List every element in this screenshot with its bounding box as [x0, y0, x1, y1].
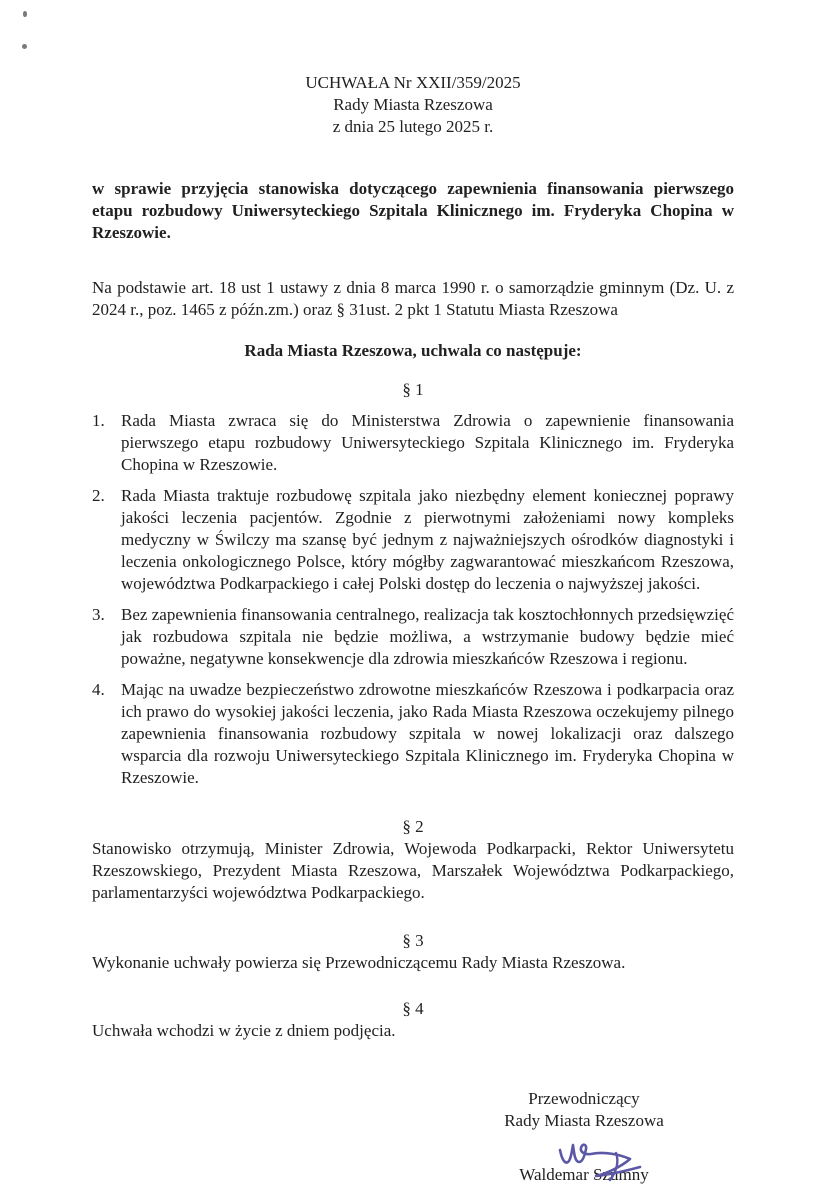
scan-speck	[22, 44, 27, 49]
resolution-intro: Rada Miasta Rzeszowa, uchwala co następuje:	[244, 341, 582, 360]
title-line-date: z dnia 25 lutego 2025 r.	[332, 117, 494, 136]
list-item	[92, 485, 734, 595]
list-item-number: 3.	[92, 605, 105, 624]
list-item	[92, 410, 734, 476]
signer-name: Waldemar Szumny	[519, 1165, 649, 1184]
signer-role: Przewodniczący	[528, 1089, 640, 1108]
list-item-text: Rada Miasta zwraca się do Ministerstwa Zdrowia o zapewnienie finansowania pierwszego etapu rozbudowy Uniwersyteckiego Szpitala Klinicznego im. Fryderyka Chopina w Rzeszowie.	[121, 411, 734, 474]
subject-paragraph: w sprawie przyjęcia stanowiska dotyczącego zapewnienia finansowania pierwszego etapu rozbudowy Uniwersyteckiego Szpitala Klinicznego im. Fryderyka Chopina w Rzeszowie.	[92, 179, 734, 242]
section-4-heading: § 4	[402, 999, 424, 1018]
list-item-text: Mając na uwadze bezpieczeństwo zdrowotne mieszkańców Rzeszowa i podkarpacia oraz ich prawo do wysokiej jakości leczenia, jako Rada Miasta Rzeszowa oczekujemy pilnego zapewnienia finansowania rozbudowy szpitala w nowej lokalizacji oraz dalszego wsparcia dla rozwoju Uniwersyteckiego Szpitala Klinicznego im. Fryderyka Chopina w Rzeszowie.	[121, 680, 734, 787]
signature-block	[434, 1088, 734, 1186]
document-title	[92, 72, 734, 138]
title-line-number: UCHWAŁA Nr XXII/359/2025	[305, 73, 521, 92]
section-3-text: Wykonanie uchwały powierza się Przewodniczącemu Rady Miasta Rzeszowa.	[92, 953, 626, 972]
section-2-text: Stanowisko otrzymują, Minister Zdrowia, Wojewoda Podkarpacki, Rektor Uniwersytetu Rzeszowskiego, Prezydent Miasta Rzeszowa, Marszałek Województwa Podkarpackiego, parlamentarzyści województwa Podkarpackiego.	[92, 839, 734, 902]
title-line-issuer: Rady Miasta Rzeszowa	[333, 95, 493, 114]
handwritten-signature	[550, 1133, 662, 1181]
scan-speck	[23, 11, 27, 17]
list-item-number: 1.	[92, 411, 105, 430]
list-item-number: 2.	[92, 486, 105, 505]
section-2-heading: § 2	[402, 817, 424, 836]
list-item-text: Rada Miasta traktuje rozbudowę szpitala jako niezbędny element koniecznej poprawy jakości leczenia pacjentów. Zgodnie z pierwotnymi założeniami nowy kompleks medyczny w Świlczy ma szansę być jednym z najważniejszych ośrodków diagnostyki i leczenia onkologicznego Polsce, który mógłby zagwarantować mieszkańcom Rzeszowa, województwa Podkarpackiego i całej Polski dostęp do leczenia o najwyższej jakości.	[121, 486, 734, 593]
section-4-text: Uchwała wchodzi w życie z dniem podjęcia.	[92, 1021, 396, 1040]
section-3-heading: § 3	[402, 931, 424, 950]
list-item-text: Bez zapewnienia finansowania centralnego, realizacja tak kosztochłonnych przedsięwzięć jak rozbudowa szpitala nie będzie możliwa, a wstrzymanie budowy będzie mieć poważne, negatywne konsekwencje dla zdrowia mieszkańców Rzeszowa i regionu.	[121, 605, 734, 668]
list-item	[92, 679, 734, 789]
section-1-list	[92, 410, 734, 789]
section-1-heading: § 1	[402, 380, 424, 399]
legal-basis-paragraph: Na podstawie art. 18 ust 1 ustawy z dnia 8 marca 1990 r. o samorządzie gminnym (Dz. U. z 2024 r., poz. 1465 z późn.zm.) oraz § 31ust. 2 pkt 1 Statutu Miasta Rzeszowa	[92, 278, 734, 319]
signer-organization: Rady Miasta Rzeszowa	[504, 1111, 664, 1130]
list-item	[92, 604, 734, 670]
list-item-number: 4.	[92, 680, 105, 699]
